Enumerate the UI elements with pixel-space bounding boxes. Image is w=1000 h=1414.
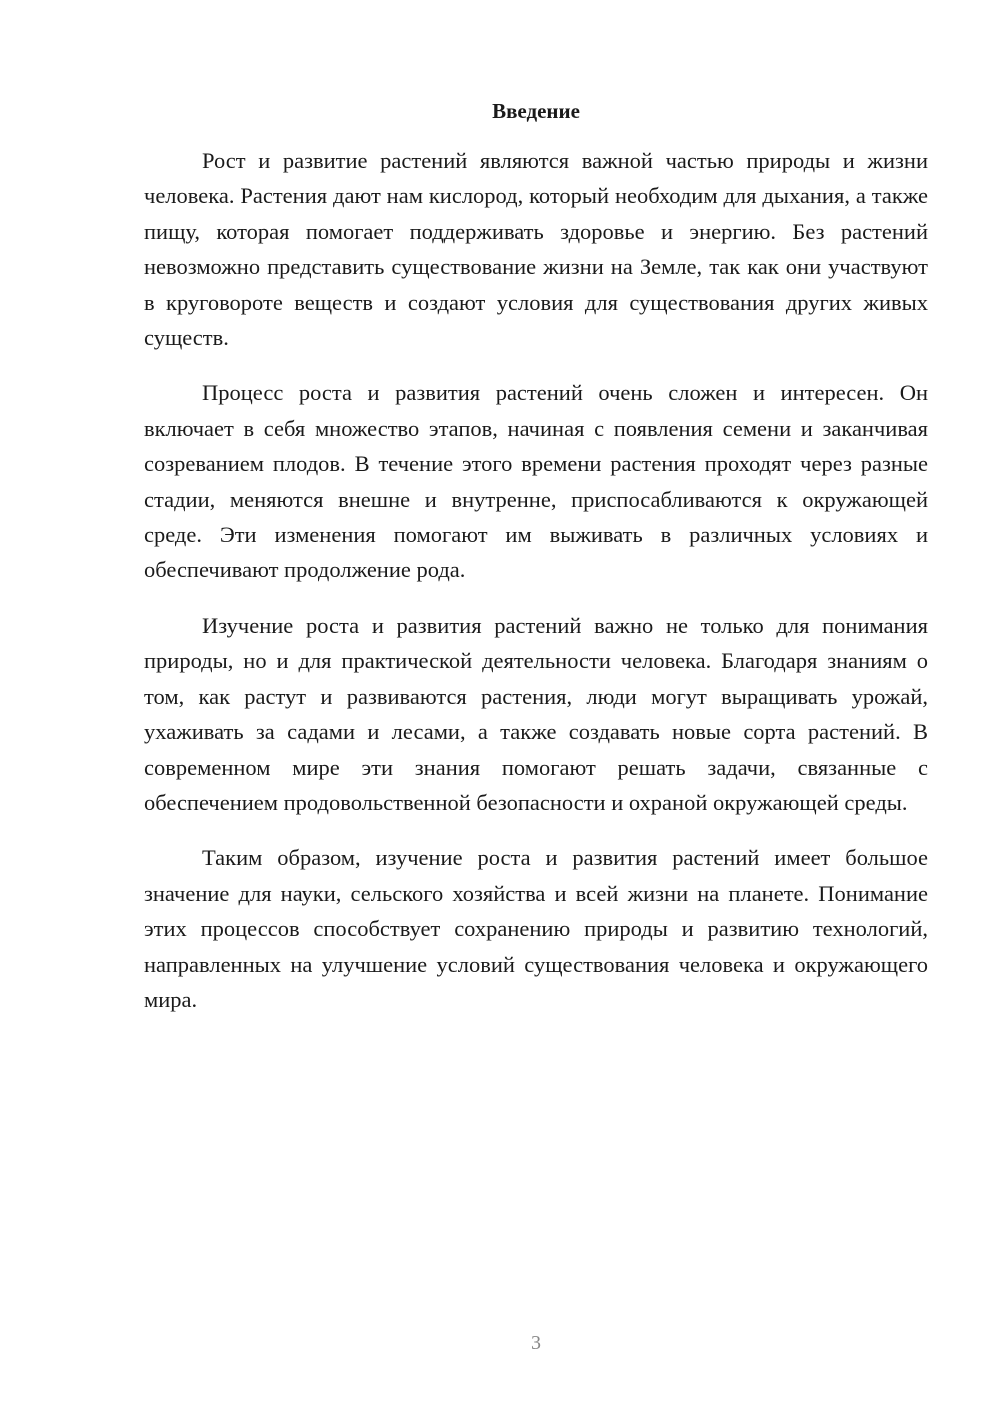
paragraph-2: Процесс роста и развития растений очень сложен и интересен. Он включает в себя множество этапов, начиная с появления семени и заканчивая созреванием плодов. В течение этого времени растения проходят через разные стадии, меняются внешне и внутренне, приспосабливаются к окружающей среде. Эти изменения помогают им выживать в различных условиях и обеспечивают продолжение рода. <box>144 380 928 583</box>
document-body <box>144 143 928 1037</box>
page-title: Введение <box>492 99 580 123</box>
paragraph-1: Рост и развитие растений являются важной частью природы и жизни человека. Растения дают нам кислород, который необходим для дыхания, а также пищу, которая помогает поддерживать здоровье и энергию. Без растений невозможно представить существование жизни на Земле, так как они участвуют в круговороте веществ и создают условия для существования других живых существ. <box>144 148 928 351</box>
page-number: 3 <box>531 1332 541 1354</box>
paragraph-3: Изучение роста и развития растений важно не только для понимания природы, но и для практической деятельности человека. Благодаря знаниям о том, как растут и развиваются растения, люди могут выращивать урожай, ухаживать за садами и лесами, а также создавать новые сорта растений. В современном мире эти знания помогают решать задачи, связанные с обеспечением продовольственной безопасности и охраной окружающей среды. <box>144 612 928 815</box>
paragraph-4: Таким образом, изучение роста и развития растений имеет большое значение для науки, сельского хозяйства и всей жизни на планете. Понимание этих процессов способствует сохранению природы и развитию технологий, направленных на улучшение условий существования человека и окружающего мира. <box>144 845 928 1012</box>
